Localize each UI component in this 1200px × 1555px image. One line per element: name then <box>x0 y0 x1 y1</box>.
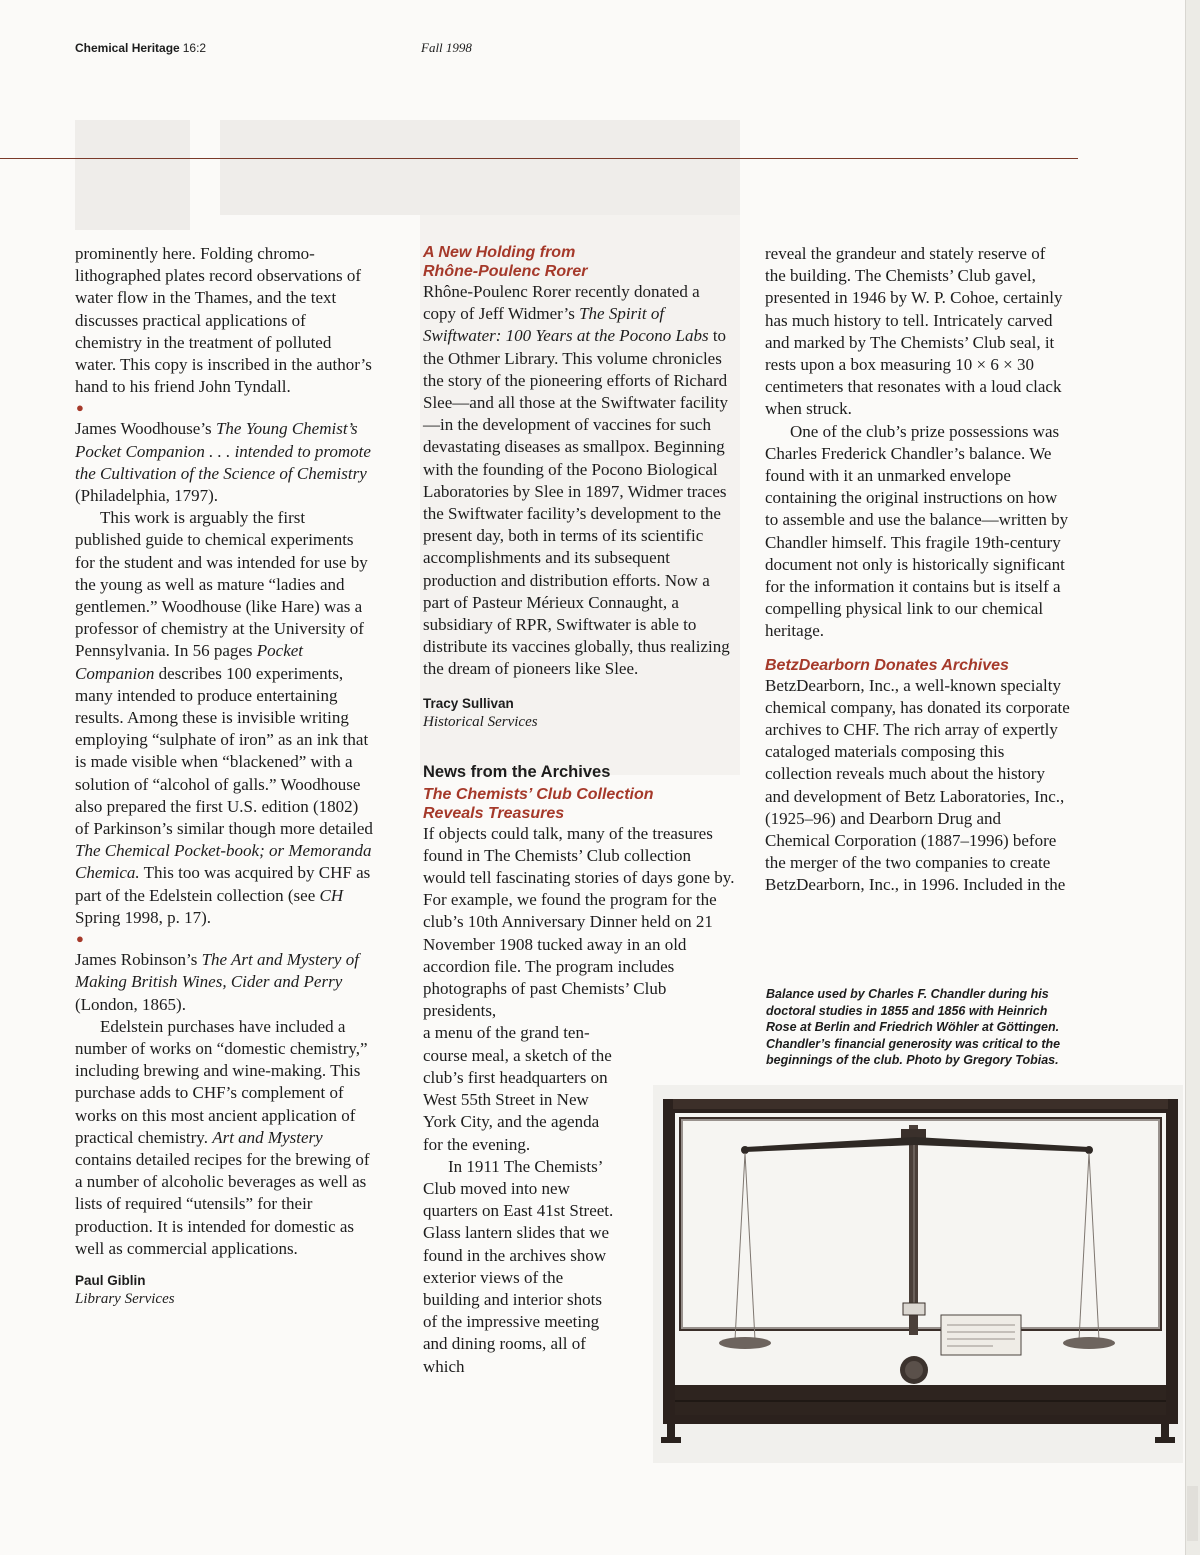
journal-name: Chemical Heritage <box>75 41 180 55</box>
paragraph: a menu of the grand ten-course meal, a sketch of the club’s first headquarters on West 55th Street in New York City, and the agenda for the evening. <box>423 1023 612 1154</box>
paragraph: Edelstein purchases have included a number of works on “domestic chemistry,” including brewing and wine-making. This purchase adds to CHF’s complement of works on this most ancient application of practical chemistry. Art and Mystery contains detailed recipes for the brewing of a number of alcoholic beverages as well as lists of required “utensils” for their production. It is intended for domestic as well as commercial applications. <box>75 1016 370 1258</box>
author-department: Historical Services <box>423 713 538 730</box>
bullet-icon: ● <box>76 931 84 947</box>
page-edge-tab <box>1187 1486 1198 1541</box>
photo-caption: Balance used by Charles F. Chandler during his doctoral studies in 1855 and 1856 with Heinrich Rose at Berlin and Friedrich Wöhler at Göttingen. Chandler’s financial generosity was critical to the beginnings of the club. Photo by Gregory Tobias. <box>766 987 1061 1067</box>
paragraph: BetzDearborn, Inc., a well-known specialty chemical company, has donated its corporate archives to CHF. The rich array of expertly cataloged materials composing this collection reveals much about the history and development of Betz Laboratories, Inc., (1925–96) and Dearborn Drug and Chemical Corporation (1887–1996) before the merger of the two companies to create BetzDearborn, Inc., in 1996. Included in the <box>765 675 1070 895</box>
author-name: Paul Giblin <box>75 1272 146 1288</box>
bullet-icon: ● <box>76 400 84 416</box>
bleed-through-image <box>220 120 740 215</box>
article-heading: A New Holding from Rhône-Poulenc Rorer <box>423 244 588 280</box>
page-edge <box>1185 0 1200 1555</box>
book-title: The Art and Mystery of Making British Wines, Cider and Perry <box>75 950 359 992</box>
article-heading: BetzDearborn Donates Archives <box>765 656 1009 674</box>
paragraph: reveal the grandeur and stately reserve of the building. The Chemists’ Club gavel, presented in 1946 by W. P. Cohoe, certainly has much history to tell. Intricately carved and marked by The Chemists’ Club seal, it rests upon a box measuring 10 × 6 × 30 centimeters that resonates with a loud clack when struck. <box>765 244 1063 419</box>
author-department: Library Services <box>75 1290 175 1307</box>
section-heading: News from the Archives <box>423 762 611 781</box>
article-heading: The Chemists’ Club Collection Reveals Treasures <box>423 785 654 822</box>
book-title: The Young Chemist’s Pocket Companion . . . intended to promote the Cultivation of the Science of Chemistry <box>75 419 371 483</box>
header-rule <box>0 158 1078 159</box>
book-entry: James Woodhouse’s The Young Chemist’s Pocket Companion . . . intended to promote the Cultivation of the Science of Chemistry (Philadelphia, 1797). <box>75 419 371 506</box>
book-entry: James Robinson’s The Art and Mystery of Making British Wines, Cider and Perry (London, 1865). <box>75 950 359 1014</box>
issue-number: 16:2 <box>182 41 207 55</box>
column-3 <box>765 243 1070 897</box>
column-1 <box>75 243 375 1308</box>
author-name: Tracy Sullivan <box>423 695 514 711</box>
paragraph: prominently here. Folding chromo-lithographed plates record observations of water flow in the Thames, and the text discusses practical applications of chemistry in the treatment of polluted water. This copy is inscribed in the author’s hand to his friend John Tyndall. <box>75 244 372 397</box>
issue-season: Fall 1998 <box>421 40 472 55</box>
paragraph: One of the club’s prize possessions was Charles Frederick Chandler’s balance. We found with it an unmarked envelope containing the original instructions on how to assemble and use the balance—written by Chandler himself. This fragile 19th-century document not only is historically significant for the information it contains but is itself a compelling physical link to our chemical heritage. <box>765 421 1069 641</box>
balance-photo <box>653 1085 1183 1463</box>
running-head <box>75 41 206 56</box>
paragraph: This work is arguably the first published guide to chemical experiments for the student and was intended for use by the young as well as mature “ladies and gentlemen.” Woodhouse (like Hare) was a professor of chemistry at the University of Pennsylvania. In 56 pages Pocket Companion describes 100 experiments, many intended to produce entertaining results. Among these is invisible writing employing “sulphate of iron” as an ink that is made visible when “blackened” with a solution of “alcohol of galls.” Woodhouse also prepared the first U.S. edition (1802) of Parkinson’s similar though more detailed The Chemical Pocket-book; or Memoranda Chemica. This too was acquired by CHF as part of the Edelstein collection (see CH Spring 1998, p. 17). <box>75 508 373 927</box>
paragraph: In 1911 The Chemists’ Club moved into new quarters on East 41st Street. Glass lantern slides that we found in the archives show exterior views of the building and interior shots of the impressive meeting and dining rooms, all of which <box>423 1156 614 1376</box>
paragraph: Rhône-Poulenc Rorer recently donated a copy of Jeff Widmer’s The Spirit of Swiftwater: 100 Years at the Pocono Labs to the Othmer Library. This volume chronicles the story of the pioneering efforts of Richard Slee—and all those at the Swiftwater facility—in the development of vaccines for such devastating diseases as smallpox. Beginning with the founding of the Pocono Biological Laboratories by Slee in 1897, Widmer traces the Swiftwater facility’s development to the present day, both in terms of its scientific accomplishments and its subsequent production and distribution efforts. Now a part of Pasteur Mérieux Connaught, a subsidiary of RPR, Swiftwater is able to distribute its vaccines globally, thus realizing the dream of pioneers like Slee. <box>423 282 730 679</box>
bleed-through-image <box>75 120 190 230</box>
paragraph: If objects could talk, many of the treasures found in The Chemists’ Club collection would tell fascinating stories of days gone by. For example, we found the program for the club’s 10th Anniversary Dinner held on 21 November 1908 tucked away in an old accordion file. The program includes photographs of past Chemists’ Club presidents, <box>423 823 735 1021</box>
balance-illustration <box>653 1085 1183 1463</box>
